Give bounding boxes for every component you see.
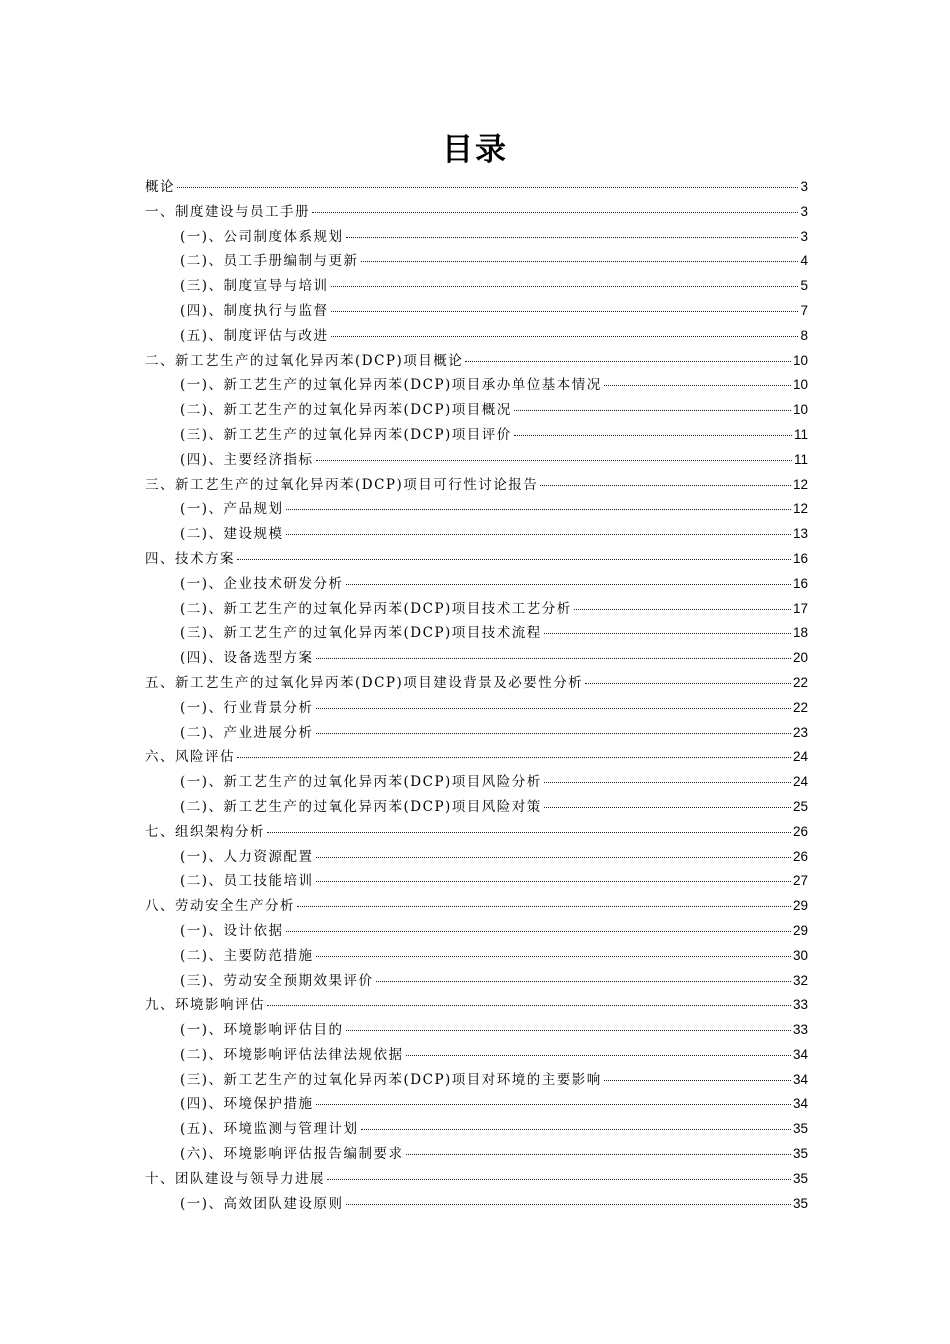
toc-entry[interactable] xyxy=(145,473,808,498)
toc-entry[interactable] xyxy=(145,423,808,448)
toc-dot-leader xyxy=(346,1030,791,1031)
table-of-contents xyxy=(145,175,808,1216)
toc-entry-label: (二)、新工艺生产的过氧化异丙苯(DCP)项目概况 xyxy=(180,402,512,419)
toc-entry-label: (四)、设备选型方案 xyxy=(180,650,314,667)
toc-dot-leader xyxy=(361,261,799,262)
toc-entry-label: (一)、高效团队建设原则 xyxy=(180,1195,344,1212)
toc-entry[interactable] xyxy=(145,200,808,225)
toc-entry-page-number: 29 xyxy=(792,898,808,914)
toc-entry-label: (一)、设计依据 xyxy=(180,922,284,939)
toc-entry[interactable] xyxy=(145,299,808,324)
toc-entry-page-number: 29 xyxy=(792,922,808,938)
toc-entry-label: (二)、员工手册编制与更新 xyxy=(180,253,359,270)
toc-entry-label: (二)、新工艺生产的过氧化异丙苯(DCP)项目风险对策 xyxy=(180,798,542,815)
toc-entry[interactable] xyxy=(145,572,808,597)
toc-dot-leader xyxy=(465,361,791,362)
toc-entry-label: (一)、企业技术研发分析 xyxy=(180,575,344,592)
toc-entry[interactable] xyxy=(145,1092,808,1117)
toc-dot-leader xyxy=(514,435,792,436)
toc-entry[interactable] xyxy=(145,671,808,696)
toc-entry[interactable] xyxy=(145,1192,808,1217)
toc-entry-label: 一、制度建设与员工手册 xyxy=(145,203,310,220)
toc-entry-label: (二)、员工技能培训 xyxy=(180,873,314,890)
toc-entry-page-number: 34 xyxy=(792,1096,808,1112)
toc-entry[interactable] xyxy=(145,845,808,870)
toc-dot-leader xyxy=(331,336,799,337)
toc-entry-label: (二)、主要防范措施 xyxy=(180,947,314,964)
toc-entry-label: (四)、制度执行与监督 xyxy=(180,302,329,319)
toc-entry-label: (一)、公司制度体系规划 xyxy=(180,228,344,245)
toc-entry-label: 概论 xyxy=(145,179,175,195)
toc-dot-leader xyxy=(376,981,791,982)
toc-dot-leader xyxy=(544,807,791,808)
toc-entry[interactable] xyxy=(145,745,808,770)
toc-dot-leader xyxy=(316,658,791,659)
toc-entry-page-number: 26 xyxy=(792,823,808,839)
toc-entry[interactable] xyxy=(145,1018,808,1043)
toc-dot-leader xyxy=(316,733,791,734)
toc-entry-label: (二)、环境影响评估法律法规依据 xyxy=(180,1046,404,1063)
toc-entry[interactable] xyxy=(145,919,808,944)
toc-dot-leader xyxy=(316,1104,791,1105)
toc-entry-page-number: 33 xyxy=(792,997,808,1013)
toc-entry-label: (三)、新工艺生产的过氧化异丙苯(DCP)项目对环境的主要影响 xyxy=(180,1071,602,1088)
toc-entry[interactable] xyxy=(145,349,808,374)
toc-dot-leader xyxy=(286,534,791,535)
toc-dot-leader xyxy=(316,857,791,858)
toc-entry-page-number: 34 xyxy=(792,1071,808,1087)
toc-entry-label: (三)、新工艺生产的过氧化异丙苯(DCP)项目技术流程 xyxy=(180,625,542,642)
toc-dot-leader xyxy=(514,410,791,411)
toc-dot-leader xyxy=(574,609,791,610)
toc-dot-leader xyxy=(361,1129,791,1130)
toc-entry[interactable] xyxy=(145,696,808,721)
toc-entry-page-number: 24 xyxy=(792,774,808,790)
toc-entry-page-number: 8 xyxy=(800,327,808,343)
toc-entry-label: (三)、新工艺生产的过氧化异丙苯(DCP)项目评价 xyxy=(180,426,512,443)
toc-entry-page-number: 18 xyxy=(792,625,808,641)
toc-dot-leader xyxy=(297,906,791,907)
toc-entry-label: 四、技术方案 xyxy=(145,550,235,567)
toc-dot-leader xyxy=(316,708,791,709)
toc-dot-leader xyxy=(331,286,799,287)
toc-entry-label: (五)、制度评估与改进 xyxy=(180,327,329,344)
toc-entry-label: 七、组织架构分析 xyxy=(145,823,265,840)
toc-entry-label: (五)、环境监测与管理计划 xyxy=(180,1121,359,1138)
toc-entry[interactable] xyxy=(145,522,808,547)
toc-entry-page-number: 17 xyxy=(792,600,808,616)
toc-dot-leader xyxy=(267,1005,791,1006)
toc-entry-page-number: 30 xyxy=(792,947,808,963)
toc-entry[interactable] xyxy=(145,398,808,423)
toc-entry-page-number: 32 xyxy=(792,972,808,988)
toc-entry-label: (一)、环境影响评估目的 xyxy=(180,1022,344,1039)
toc-entry-page-number: 35 xyxy=(792,1195,808,1211)
toc-entry-label: 九、环境影响评估 xyxy=(145,997,265,1014)
toc-dot-leader xyxy=(267,832,791,833)
toc-dot-leader xyxy=(544,633,791,634)
toc-dot-leader xyxy=(237,757,791,758)
toc-entry[interactable] xyxy=(145,324,808,349)
toc-entry-page-number: 35 xyxy=(792,1121,808,1137)
toc-entry[interactable] xyxy=(145,373,808,398)
toc-dot-leader xyxy=(316,956,791,957)
toc-entry[interactable] xyxy=(145,1043,808,1068)
toc-entry[interactable] xyxy=(145,795,808,820)
toc-entry-label: (四)、环境保护措施 xyxy=(180,1096,314,1113)
toc-entry[interactable] xyxy=(145,993,808,1018)
toc-entry-page-number: 3 xyxy=(800,179,808,194)
toc-entry-label: 五、新工艺生产的过氧化异丙苯(DCP)项目建设背景及必要性分析 xyxy=(145,674,584,691)
toc-title: 目录 xyxy=(442,132,508,168)
toc-dot-leader xyxy=(346,237,799,238)
toc-entry[interactable] xyxy=(145,770,808,795)
toc-entry-label: 二、新工艺生产的过氧化异丙苯(DCP)项目概论 xyxy=(145,352,464,369)
toc-entry-page-number: 16 xyxy=(792,575,808,591)
toc-dot-leader xyxy=(544,782,791,783)
toc-dot-leader xyxy=(585,683,791,684)
toc-entry-page-number: 25 xyxy=(792,798,808,814)
toc-entry-page-number: 23 xyxy=(792,724,808,740)
toc-entry-page-number: 5 xyxy=(800,278,808,294)
toc-dot-leader xyxy=(604,1080,791,1081)
toc-entry-label: (一)、产品规划 xyxy=(180,501,284,518)
toc-dot-leader xyxy=(346,584,791,585)
toc-entry-label: (四)、主要经济指标 xyxy=(180,451,314,468)
toc-dot-leader xyxy=(237,559,791,560)
toc-entry[interactable] xyxy=(145,869,808,894)
toc-entry-page-number: 7 xyxy=(800,302,808,318)
toc-entry-label: 十、团队建设与领导力进展 xyxy=(145,1170,325,1187)
toc-dot-leader xyxy=(286,931,791,932)
toc-entry[interactable] xyxy=(145,497,808,522)
toc-entry[interactable] xyxy=(145,448,808,473)
toc-entry[interactable] xyxy=(145,597,808,622)
toc-entry-page-number: 10 xyxy=(792,402,808,418)
toc-entry-page-number: 11 xyxy=(793,426,808,442)
toc-entry-label: (二)、产业进展分析 xyxy=(180,724,314,741)
toc-entry-page-number: 3 xyxy=(800,203,808,219)
toc-dot-leader xyxy=(316,881,791,882)
toc-entry-page-number: 11 xyxy=(793,451,808,467)
toc-entry-page-number: 35 xyxy=(792,1146,808,1162)
toc-entry[interactable] xyxy=(145,1167,808,1192)
toc-entry[interactable] xyxy=(145,175,808,200)
toc-dot-leader xyxy=(177,187,798,188)
toc-entry-page-number: 24 xyxy=(792,749,808,765)
toc-entry-page-number: 35 xyxy=(792,1170,808,1186)
toc-entry-page-number: 26 xyxy=(792,848,808,864)
toc-entry-page-number: 12 xyxy=(792,501,808,517)
toc-dot-leader xyxy=(346,1204,791,1205)
toc-dot-leader xyxy=(406,1154,791,1155)
toc-entry-label: (一)、行业背景分析 xyxy=(180,699,314,716)
toc-entry-label: 八、劳动安全生产分析 xyxy=(145,898,295,915)
toc-entry-page-number: 33 xyxy=(792,1022,808,1038)
toc-entry[interactable] xyxy=(145,820,808,845)
toc-entry-page-number: 20 xyxy=(792,650,808,666)
toc-entry[interactable] xyxy=(145,1117,808,1142)
toc-entry-page-number: 10 xyxy=(792,377,808,393)
toc-entry-page-number: 13 xyxy=(792,526,808,542)
toc-entry-label: (三)、制度宣导与培训 xyxy=(180,278,329,295)
toc-entry[interactable] xyxy=(145,721,808,746)
toc-entry-page-number: 27 xyxy=(792,873,808,889)
toc-entry-label: (二)、新工艺生产的过氧化异丙苯(DCP)项目技术工艺分析 xyxy=(180,600,572,617)
toc-dot-leader xyxy=(327,1179,791,1180)
toc-dot-leader xyxy=(540,485,791,486)
toc-dot-leader xyxy=(286,509,791,510)
toc-entry-page-number: 3 xyxy=(800,228,808,244)
toc-entry-label: 六、风险评估 xyxy=(145,749,235,766)
toc-entry[interactable] xyxy=(145,646,808,671)
toc-entry[interactable] xyxy=(145,621,808,646)
toc-entry-label: (一)、新工艺生产的过氧化异丙苯(DCP)项目风险分析 xyxy=(180,774,542,791)
toc-dot-leader xyxy=(312,212,798,213)
toc-entry-page-number: 34 xyxy=(792,1046,808,1062)
toc-entry-label: (一)、新工艺生产的过氧化异丙苯(DCP)项目承办单位基本情况 xyxy=(180,377,602,394)
toc-entry-page-number: 12 xyxy=(792,476,808,492)
toc-entry-label: (二)、建设规模 xyxy=(180,526,284,543)
toc-entry-page-number: 22 xyxy=(792,674,808,690)
toc-entry-page-number: 16 xyxy=(792,550,808,566)
toc-entry[interactable] xyxy=(145,944,808,969)
toc-entry[interactable] xyxy=(145,969,808,994)
toc-entry[interactable] xyxy=(145,225,808,250)
toc-entry-page-number: 22 xyxy=(792,699,808,715)
toc-entry-label: (一)、人力资源配置 xyxy=(180,848,314,865)
toc-entry-label: (六)、环境影响评估报告编制要求 xyxy=(180,1146,404,1163)
toc-entry-label: 三、新工艺生产的过氧化异丙苯(DCP)项目可行性讨论报告 xyxy=(145,476,539,493)
toc-entry-page-number: 10 xyxy=(792,352,808,368)
toc-entry-label: (三)、劳动安全预期效果评价 xyxy=(180,972,374,989)
toc-dot-leader xyxy=(316,460,792,461)
toc-entry[interactable] xyxy=(145,249,808,274)
toc-entry-page-number: 4 xyxy=(800,253,808,269)
toc-dot-leader xyxy=(331,311,799,312)
toc-dot-leader xyxy=(406,1055,791,1056)
toc-entry[interactable] xyxy=(145,274,808,299)
toc-entry[interactable] xyxy=(145,547,808,572)
toc-entry[interactable] xyxy=(145,1068,808,1093)
toc-dot-leader xyxy=(604,385,791,386)
toc-entry[interactable] xyxy=(145,1142,808,1167)
toc-entry[interactable] xyxy=(145,894,808,919)
